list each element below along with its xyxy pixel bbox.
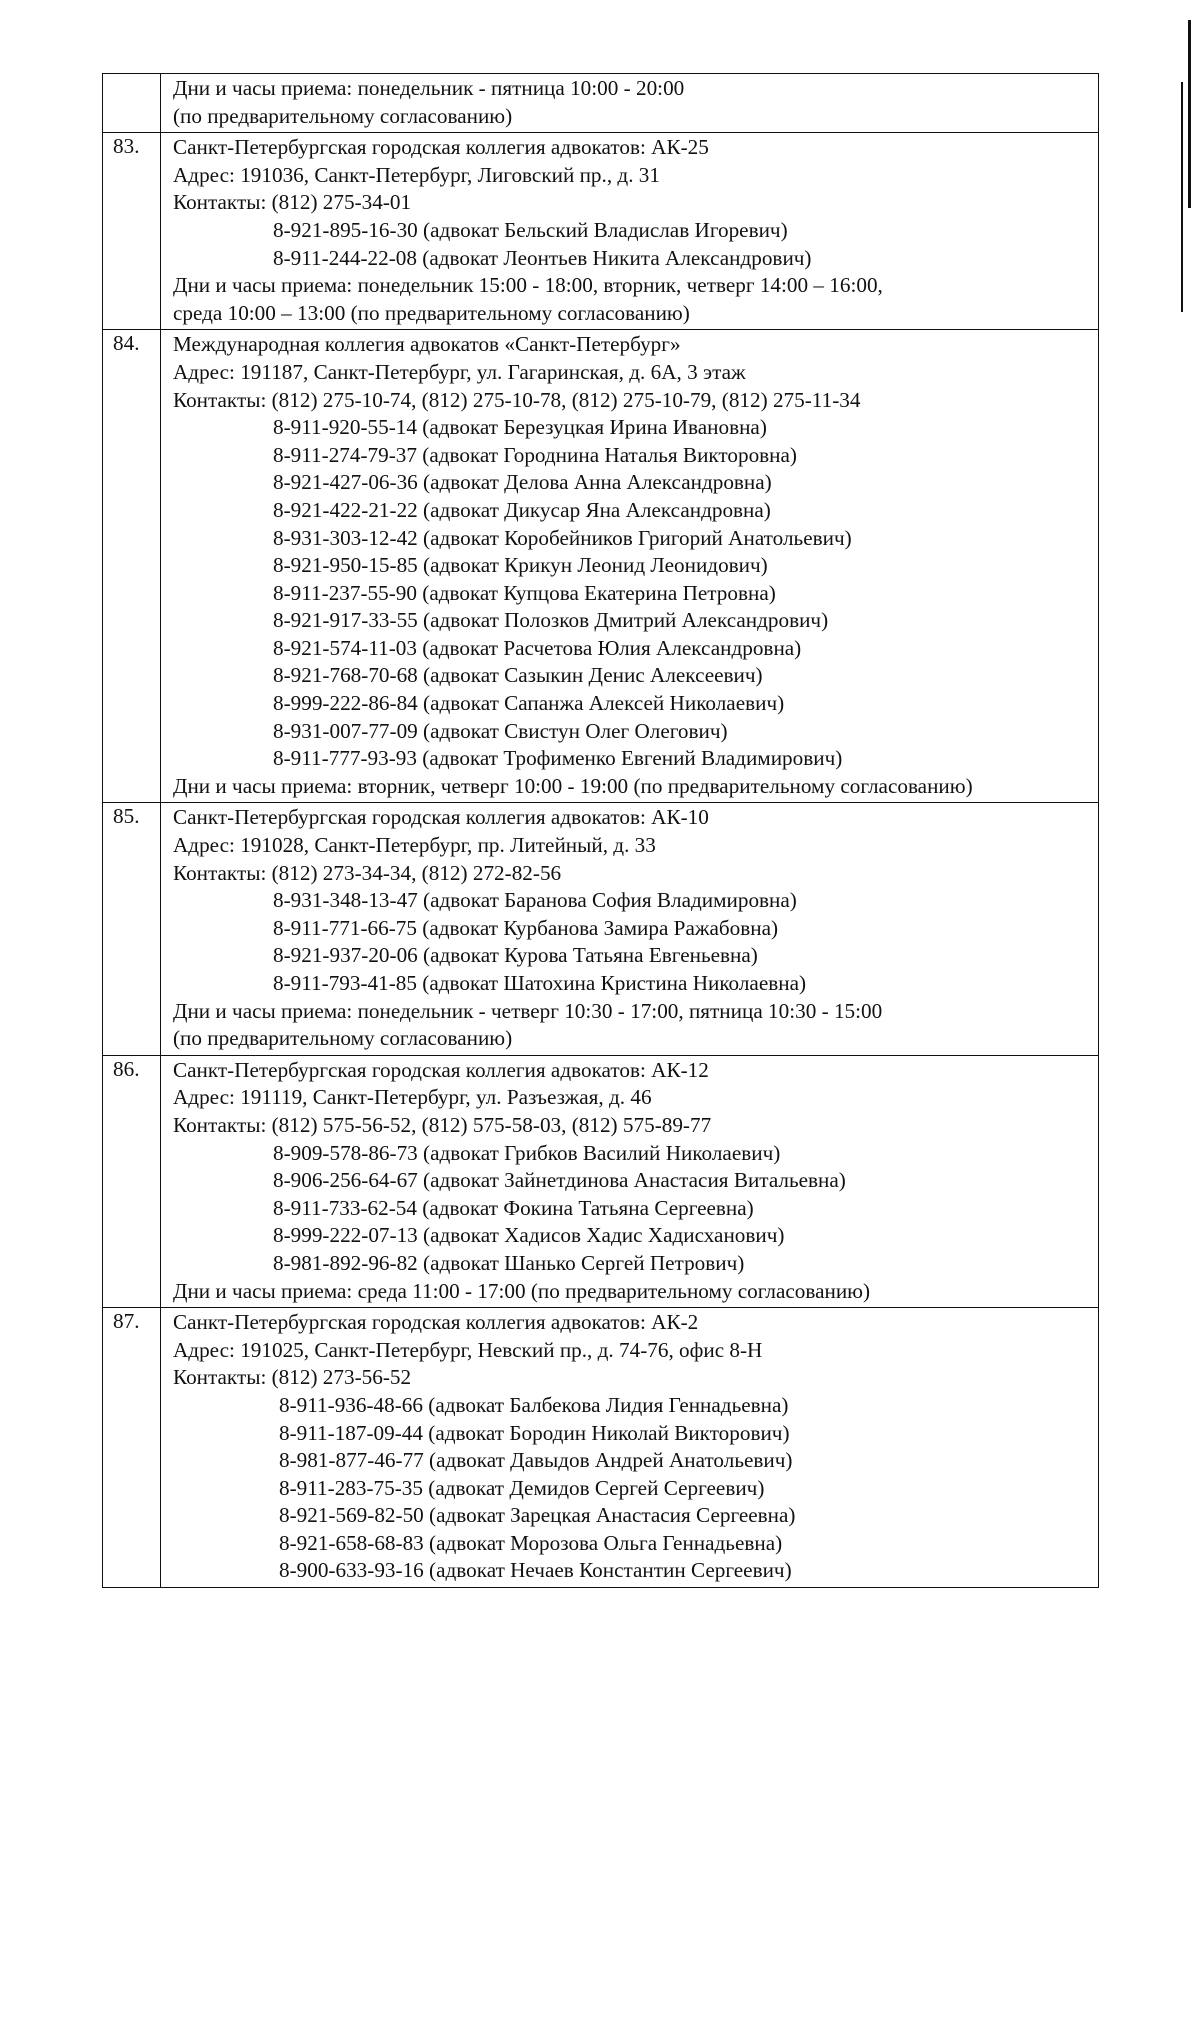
lawyer-phone-line: 8-911-936-48-66 (адвокат Балбекова Лидия Геннадьевна) — [279, 1392, 789, 1417]
entry-text-line: Дни и часы приема: понедельник 15:00 - 18:00, вторник, четверг 14:00 – 16:00, — [173, 273, 883, 298]
entry-text-line: Адрес: 191187, Санкт-Петербург, ул. Гагаринская, д. 6А, 3 этаж — [173, 359, 746, 384]
lawyer-phone-line: 8-911-920-55-14 (адвокат Березуцкая Ирина Ивановна) — [273, 415, 767, 440]
entry-text-line: среда 10:00 – 13:00 (по предварительному согласованию) — [173, 300, 690, 325]
lawyer-phone-line: 8-921-569-82-50 (адвокат Зарецкая Анастасия Сергеевна) — [279, 1503, 796, 1528]
lawyer-phone-line: 8-931-007-77-09 (адвокат Свистун Олег Олегович) — [273, 718, 728, 743]
entry-number: 87. — [103, 1308, 161, 1588]
entry-number: 83. — [103, 133, 161, 330]
entry-details — [161, 803, 1099, 1055]
table-body — [103, 74, 1099, 1588]
entry-text-line: Адрес: 191025, Санкт-Петербург, Невский пр., д. 74-76, офис 8-Н — [173, 1337, 763, 1362]
entry-number: 85. — [103, 803, 161, 1055]
lawyer-phone-line: 8-911-237-55-90 (адвокат Купцова Екатерина Петровна) — [273, 580, 776, 605]
entry-details — [161, 1055, 1099, 1307]
lawyer-phone-line: 8-921-950-15-85 (адвокат Крикун Леонид Леонидович) — [273, 553, 768, 578]
table-row — [103, 74, 1099, 133]
entry-text-line: Дни и часы приема: понедельник - четверг 10:30 - 17:00, пятница 10:30 - 15:00 — [173, 998, 883, 1023]
lawyer-phone-line: 8-921-895-16-30 (адвокат Бельский Владислав Игоревич) — [273, 217, 788, 242]
entry-text-line: Санкт-Петербургская городская коллегия адвокатов: АК-12 — [173, 1057, 709, 1082]
entry-text-line: Адрес: 191036, Санкт-Петербург, Лиговский пр., д. 31 — [173, 162, 660, 187]
lawyer-phone-line: 8-911-187-09-44 (адвокат Бородин Николай Викторович) — [279, 1420, 790, 1445]
table-row — [103, 1055, 1099, 1307]
table-row — [103, 330, 1099, 803]
lawyers-table — [102, 73, 1099, 1588]
lawyer-phone-line: 8-999-222-07-13 (адвокат Хадисов Хадис Хадисханович) — [273, 1223, 785, 1248]
lawyer-phone-line: 8-981-877-46-77 (адвокат Давыдов Андрей Анатольевич) — [279, 1448, 793, 1473]
entry-details — [161, 330, 1099, 803]
lawyer-phone-line: 8-981-892-96-82 (адвокат Шанько Сергей Петрович) — [273, 1250, 745, 1275]
entry-details — [161, 1308, 1099, 1588]
entry-text-line: Санкт-Петербургская городская коллегия адвокатов: АК-25 — [173, 135, 709, 160]
lawyer-phone-line: 8-921-427-06-36 (адвокат Делова Анна Александровна) — [273, 470, 772, 495]
table-row — [103, 1308, 1099, 1588]
table-row — [103, 803, 1099, 1055]
lawyer-phone-line: 8-911-244-22-08 (адвокат Леонтьев Никита Александрович) — [273, 245, 812, 270]
entry-text-line: Дни и часы приема: среда 11:00 - 17:00 (по предварительному согласованию) — [173, 1278, 871, 1303]
entry-text-line: Санкт-Петербургская городская коллегия адвокатов: АК-2 — [173, 1310, 699, 1335]
lawyer-phone-line: 8-999-222-86-84 (адвокат Сапанжа Алексей Николаевич) — [273, 691, 785, 716]
table-row — [103, 133, 1099, 330]
lawyer-phone-line: 8-921-937-20-06 (адвокат Курова Татьяна Евгеньевна) — [273, 943, 758, 968]
lawyer-phone-line: 8-911-771-66-75 (адвокат Курбанова Замира Ражабовна) — [273, 915, 779, 940]
lawyer-phone-line: 8-931-348-13-47 (адвокат Баранова София Владимировна) — [273, 888, 797, 913]
entry-details — [161, 74, 1099, 133]
lawyer-phone-line: 8-921-768-70-68 (адвокат Сазыкин Денис Алексеевич) — [273, 663, 763, 688]
entry-number: 84. — [103, 330, 161, 803]
entry-text-line: Адрес: 191028, Санкт-Петербург, пр. Литейный, д. 33 — [173, 833, 656, 858]
lawyer-phone-line: 8-921-422-21-22 (адвокат Дикусар Яна Александровна) — [273, 497, 771, 522]
entry-text-line: Контакты: (812) 273-56-52 — [173, 1365, 412, 1390]
entry-number: 86. — [103, 1055, 161, 1307]
lawyer-phone-line: 8-900-633-93-16 (адвокат Нечаев Константин Сергеевич) — [279, 1558, 792, 1583]
entry-text-line: (по предварительному согласованию) — [173, 103, 513, 128]
entry-number — [103, 74, 161, 133]
entry-text-line: Международная коллегия адвокатов «Санкт-Петербург» — [173, 332, 681, 357]
lawyer-phone-line: 8-921-658-68-83 (адвокат Морозова Ольга Геннадьевна) — [279, 1530, 783, 1555]
entry-text-line: Контакты: (812) 273-34-34, (812) 272-82-56 — [173, 860, 562, 885]
scan-edge-mark-lower — [1181, 82, 1183, 312]
lawyer-phone-line: 8-911-283-75-35 (адвокат Демидов Сергей Сергеевич) — [279, 1475, 765, 1500]
scan-edge-mark — [1188, 20, 1191, 208]
lawyer-phone-line: 8-911-733-62-54 (адвокат Фокина Татьяна Сергеевна) — [273, 1195, 754, 1220]
lawyer-phone-line: 8-909-578-86-73 (адвокат Грибков Василий Николаевич) — [273, 1140, 781, 1165]
lawyer-phone-line: 8-931-303-12-42 (адвокат Коробейников Григорий Анатольевич) — [273, 525, 852, 550]
lawyer-phone-line: 8-906-256-64-67 (адвокат Зайнетдинова Анастасия Витальевна) — [273, 1168, 846, 1193]
entry-text-line: Контакты: (812) 275-34-01 — [173, 190, 412, 215]
entry-details — [161, 133, 1099, 330]
entry-text-line: Санкт-Петербургская городская коллегия адвокатов: АК-10 — [173, 805, 709, 830]
lawyer-phone-line: 8-921-574-11-03 (адвокат Расчетова Юлия Александровна) — [273, 635, 802, 660]
lawyer-phone-line: 8-911-793-41-85 (адвокат Шатохина Кристина Николаевна) — [273, 971, 807, 995]
entry-text-line: Дни и часы приема: понедельник - пятница 10:00 - 20:00 — [173, 76, 685, 100]
lawyer-phone-line: 8-911-274-79-37 (адвокат Городнина Наталья Викторовна) — [273, 442, 797, 467]
entry-text-line: Адрес: 191119, Санкт-Петербург, ул. Разъезжая, д. 46 — [173, 1085, 652, 1110]
entry-text-line: Дни и часы приема: вторник, четверг 10:00 - 19:00 (по предварительному согласованию) — [173, 773, 973, 798]
entry-text-line: Контакты: (812) 275-10-74, (812) 275-10-78, (812) 275-10-79, (812) 275-11-34 — [173, 387, 861, 412]
lawyer-phone-line: 8-921-917-33-55 (адвокат Полозков Дмитрий Александрович) — [273, 608, 829, 633]
lawyer-phone-line: 8-911-777-93-93 (адвокат Трофименко Евгений Владимирович) — [273, 746, 843, 771]
entry-text-line: Контакты: (812) 575-56-52, (812) 575-58-03, (812) 575-89-77 — [173, 1112, 712, 1137]
entry-text-line: (по предварительному согласованию) — [173, 1026, 513, 1051]
